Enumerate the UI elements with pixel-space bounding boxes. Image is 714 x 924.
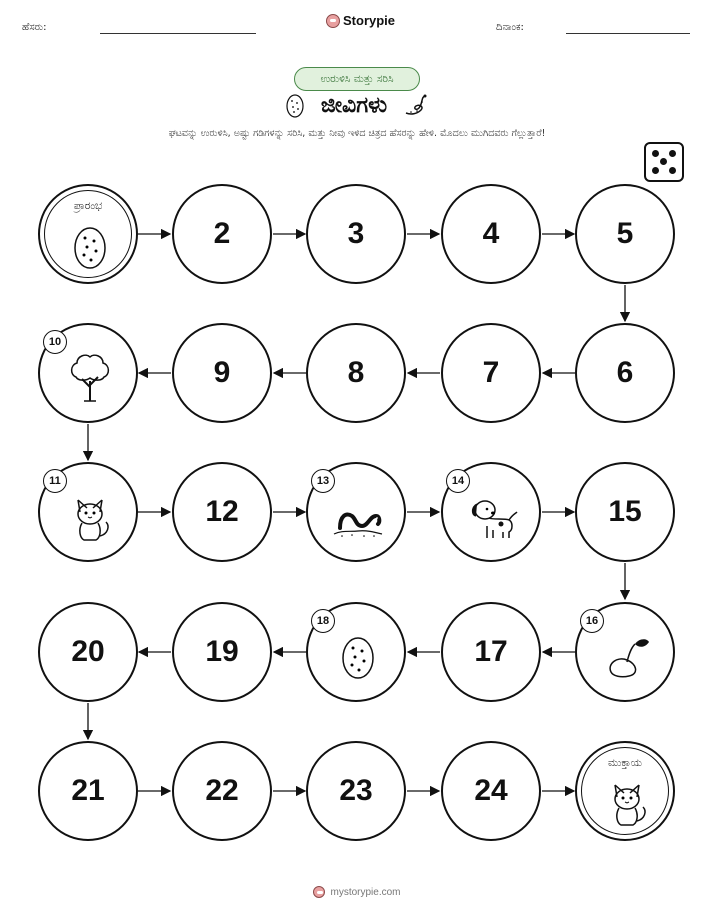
board-cell-23[interactable]: 23 — [306, 741, 406, 841]
cat-icon — [60, 486, 120, 546]
footer — [0, 886, 714, 898]
cat-icon — [597, 773, 657, 833]
seed-sprout-icon — [597, 626, 657, 686]
name-label: ಹೆಸರು: — [22, 22, 47, 33]
board-cell-3[interactable]: 3 — [306, 184, 406, 284]
board-cell-21[interactable]: 21 — [38, 741, 138, 841]
board-cell-22[interactable]: 22 — [172, 741, 272, 841]
board-cell-6[interactable]: 6 — [575, 323, 675, 423]
puppy-icon — [463, 486, 523, 546]
cell-number-badge: 11 — [43, 469, 67, 493]
start-label: ಪ್ರಾರಂಭ — [73, 200, 103, 212]
egg-icon — [60, 216, 120, 276]
worm-icon — [328, 486, 388, 546]
egg-icon — [328, 626, 388, 686]
board-cell-2[interactable]: 2 — [172, 184, 272, 284]
board-cell-18[interactable] — [306, 602, 406, 702]
finish-label: ಮುಕ್ತಾಯ — [608, 757, 642, 769]
cell-number-badge: 14 — [446, 469, 470, 493]
board-cell-16[interactable] — [575, 602, 675, 702]
game-type-pill: ಉರುಳಿಸಿ ಮತ್ತು ಸರಿಸಿ — [294, 67, 420, 91]
start-cell[interactable] — [38, 184, 138, 284]
tree-icon — [60, 347, 120, 407]
board-cell-17[interactable]: 17 — [441, 602, 541, 702]
cell-number-badge: 10 — [43, 330, 67, 354]
board-cell-7[interactable]: 7 — [441, 323, 541, 423]
board-cell-10[interactable] — [38, 323, 138, 423]
footer-site[interactable]: mystorypie.com — [330, 886, 401, 898]
cell-number-badge: 18 — [311, 609, 335, 633]
date-label: ದಿನಾಂಕ: — [496, 22, 524, 33]
board-cell-11[interactable] — [38, 462, 138, 562]
board-cell-12[interactable]: 12 — [172, 462, 272, 562]
finish-cell[interactable] — [575, 741, 675, 841]
storypie-logo-icon — [313, 886, 325, 898]
board-cell-5[interactable]: 5 — [575, 184, 675, 284]
board-cell-15[interactable]: 15 — [575, 462, 675, 562]
cell-number-badge: 16 — [580, 609, 604, 633]
board-cell-19[interactable]: 19 — [172, 602, 272, 702]
page-title: ಜೀವಿಗಳು — [320, 92, 388, 118]
brand-name: Storypie — [343, 13, 396, 28]
board-cell-13[interactable] — [306, 462, 406, 562]
board-cell-24[interactable]: 24 — [441, 741, 541, 841]
board-cell-14[interactable] — [441, 462, 541, 562]
board-cell-8[interactable]: 8 — [306, 323, 406, 423]
board-cell-4[interactable]: 4 — [441, 184, 541, 284]
cell-number-badge: 13 — [311, 469, 335, 493]
board-cell-9[interactable]: 9 — [172, 323, 272, 423]
instructions: ಘಟವನ್ನು ಉರುಳಿಸಿ, ಅಷ್ಟು ಗಡಿಗಳನ್ನು ಸರಿಸಿ, ಮತ್ತು ನೀವು ಇಳಿದ ಚಿತ್ರದ ಹೆಸರನ್ನು ಹೇಳಿ. ಮೊದಲು ಮುಗಿದವರು ಗೆಲ್ಲುತ್ತಾರೆ! — [168, 128, 546, 139]
board-cell-20[interactable]: 20 — [38, 602, 138, 702]
